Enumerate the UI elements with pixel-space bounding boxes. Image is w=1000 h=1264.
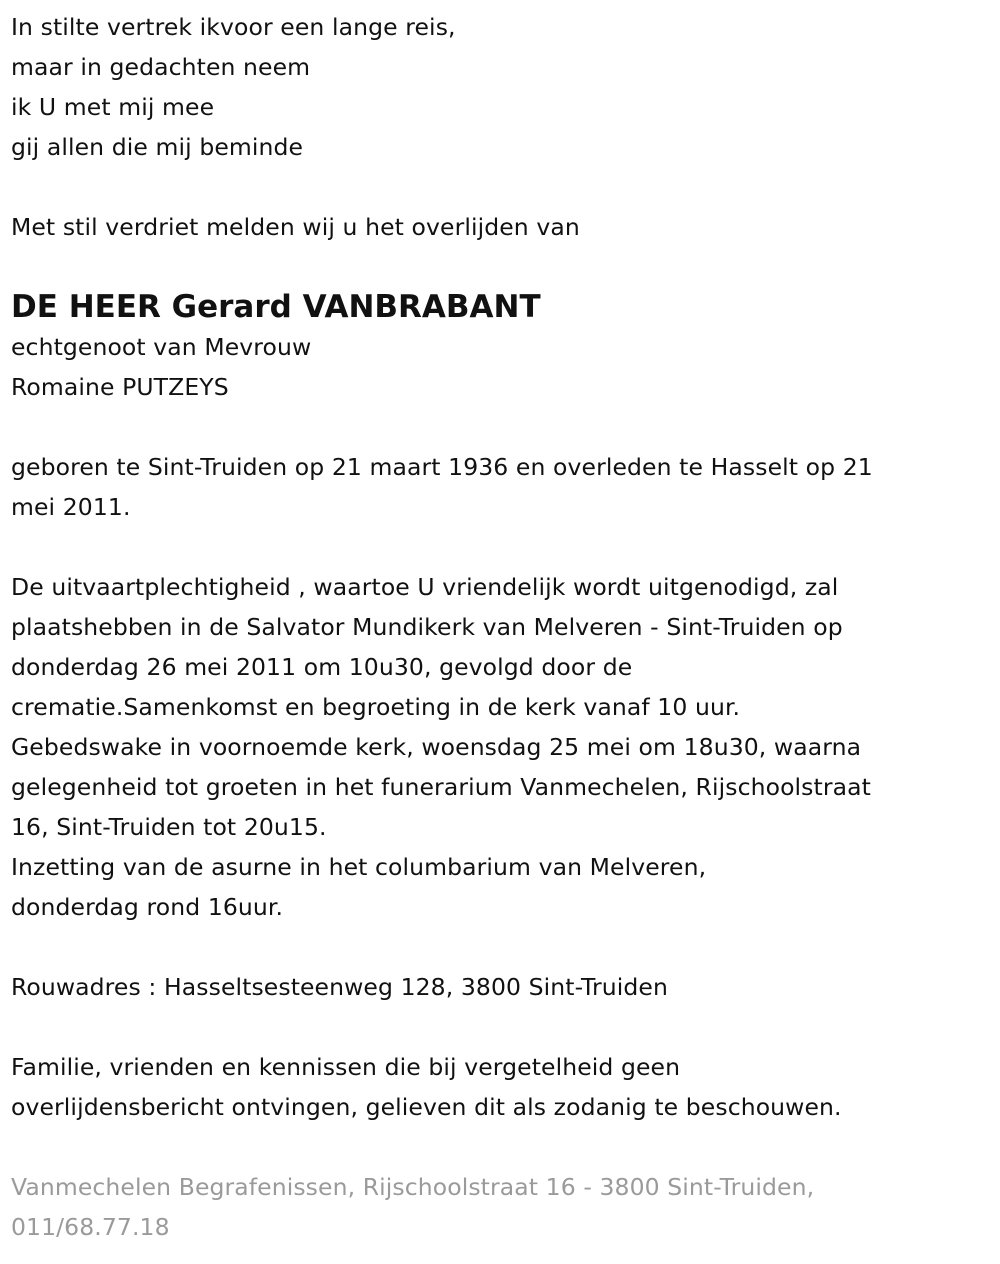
spouse-line: echtgenoot van Mevrouw xyxy=(11,333,312,361)
deceased-name: DE HEER Gerard VANBRABANT xyxy=(11,289,541,325)
birth-death-line: geboren te Sint-Truiden op 21 maart 1936 en overleden te Hasselt op 21 xyxy=(11,453,873,481)
ceremony-line: gelegenheid tot groeten in het funerarium Vanmechelen, Rijschoolstraat xyxy=(11,773,871,801)
poem-line: ik U met mij mee xyxy=(11,93,215,121)
birth-death-line: mei 2011. xyxy=(11,493,131,521)
announcement: Met stil verdriet melden wij u het overlijden van xyxy=(11,213,580,241)
ceremony-line: donderdag 26 mei 2011 om 10u30, gevolgd door de xyxy=(11,653,633,681)
poem xyxy=(11,7,1000,167)
funeral-home-footer xyxy=(11,1167,1000,1247)
footer-line: Vanmechelen Begrafenissen, Rijschoolstraat 16 - 3800 Sint-Truiden, xyxy=(11,1173,815,1201)
ceremony-details xyxy=(11,567,1000,927)
spouse-line: Romaine PUTZEYS xyxy=(11,373,229,401)
closing-line: overlijdensbericht ontvingen, gelieven dit als zodanig te beschouwen. xyxy=(11,1093,842,1121)
ceremony-line: plaatshebben in de Salvator Mundikerk van Melveren - Sint-Truiden op xyxy=(11,613,843,641)
ceremony-line: Gebedswake in voornoemde kerk, woensdag 25 mei om 18u30, waarna xyxy=(11,733,862,761)
closing-line: Familie, vrienden en kennissen die bij vergetelheid geen xyxy=(11,1053,681,1081)
footer-phone: 011/68.77.18 xyxy=(11,1213,170,1241)
ceremony-line: Inzetting van de asurne in het columbarium van Melveren, xyxy=(11,853,707,881)
mourning-address: Rouwadres : Hasseltsesteenweg 128, 3800 Sint-Truiden xyxy=(11,973,668,1001)
ceremony-line: crematie.Samenkomst en begroeting in de kerk vanaf 10 uur. xyxy=(11,693,741,721)
poem-line: maar in gedachten neem xyxy=(11,53,311,81)
poem-line: In stilte vertrek ikvoor een lange reis, xyxy=(11,13,456,41)
ceremony-line: donderdag rond 16uur. xyxy=(11,893,284,921)
poem-line: gij allen die mij beminde xyxy=(11,133,304,161)
ceremony-line: 16, Sint-Truiden tot 20u15. xyxy=(11,813,327,841)
ceremony-line: De uitvaartplechtigheid , waartoe U vriendelijk wordt uitgenodigd, zal xyxy=(11,573,839,601)
